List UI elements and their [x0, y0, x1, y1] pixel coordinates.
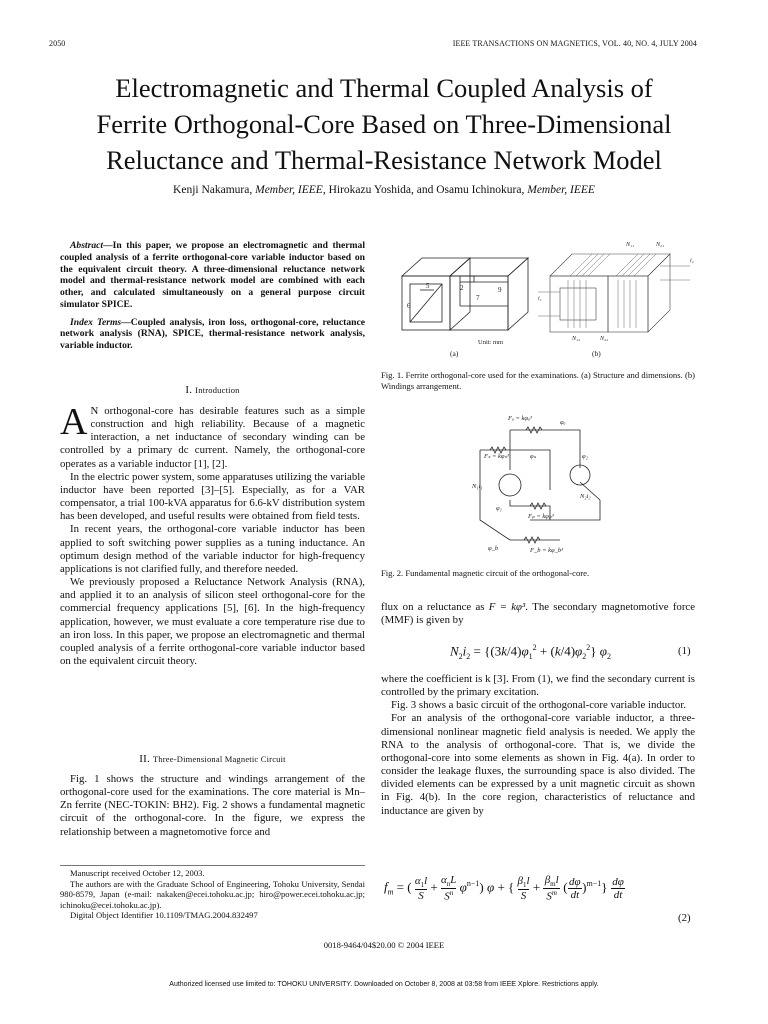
winding-label: N₂₂: [600, 336, 609, 342]
intro-text: A N orthogonal-core has desirable features such as a simple construction and high reliability. Because of a magnetic interaction, a net inductance of secondary winding can be controlled by a primary dc current. Namely, the orthogonal-core operates as a variable inductor [1], [2]. In the electric power system, some apparatuses utilizing the variable inductor have been reported [3]–[5]. Especially, as for a VAR compensator, a trial 100-kVA apparatus for 6.6-kV distribution system has been developed, and useful results were obtained from field tests. In recent years, the orthogonal-core variable inductor has been applied to soft switching power supplies as a tuning inductance. An optimum design method of the variable inductor for high-frequency applications is not clarified fully, and therefore needed. We previously proposed a Reluctance Network Analysis (RNA), and applied it to an analysis of silicon steel orthogonal-core for the commercial frequency applications [5], [6]. In the high-frequency application, however, we must evaluate a core temperature rise due to an iron loss. In this paper, we propose an electromagnetic and thermal coupled analysis of a ferrite orthogonal-core variable inductor based on the equivalent circuit theory.: [60, 401, 366, 667]
author-name: Kenji Nakamura: [173, 184, 250, 196]
mmf-label: N₁i₁: [472, 483, 483, 490]
fig2-caption: Fig. 2. Fundamental magnetic circuit of the orthogonal-core.: [381, 568, 590, 578]
reluctance-label: Fₛ = kφₛ³: [484, 453, 509, 460]
index-terms-text: —Coupled analysis, iron loss, orthogonal-core, reluctance network analysis (RNA), SPICE, thermal-resistance network analysis, variable inductor.: [60, 316, 365, 351]
fig1-label-b: (b): [592, 349, 601, 358]
fig1-unit: Unit: mm: [478, 339, 504, 346]
current-label: i₁: [538, 296, 542, 302]
abstract-text: —In this paper, we propose an electromagnetic and thermal coupled analysis of a ferrite orthogonal-core variable inductor based on the equivalent circuit theory. A three-dimensional reluctance network model and thermal-resistance network model are combined with each other, and calculated simultaneously on a general purpose circuit simulator SPICE.: [60, 240, 365, 310]
current-label: i₂: [690, 258, 694, 264]
reluctance-label: F_b = kφ_b³: [530, 547, 564, 554]
page-number: 2050: [49, 39, 66, 48]
equation-1-number: (1): [678, 645, 691, 657]
mmf-label: N₂i₂: [580, 493, 591, 500]
section-heading-intro: I. Introduction: [185, 384, 240, 396]
winding-label: N₁₂: [572, 336, 581, 342]
title-line: Ferrite Orthogonal-Core Based on Three-Dimensional: [96, 109, 672, 139]
title-line: Reluctance and Thermal-Resistance Network Model: [106, 145, 662, 175]
fig1-caption: Fig. 1. Ferrite orthogonal-core used for the examinations. (a) Structure and dimensions. (b) Windings arrangement.: [381, 370, 695, 391]
flux-label: φ₂: [582, 453, 588, 460]
author-membership: Member, IEEE: [255, 184, 323, 196]
license-notice: Authorized licensed use limited to: TOHOKU UNIVERSITY. Downloaded on October 8, 2008 at 03:58 from IEEE Xplore. Restrictions apply.: [169, 981, 599, 988]
dim-label: 5: [426, 282, 430, 290]
author-line: Kenji Nakamura, Member, IEEE, Hirokazu Yoshida, and Osamu Ichinokura, Member, IEEE: [173, 184, 595, 196]
flux-label: φ₁: [496, 505, 502, 512]
equation-2-number: (2): [678, 912, 691, 924]
paper-title: [30, 70, 738, 178]
right-column-text-2: where the coefficient is k [3]. From (1), we find the secondary current is controlled by the primary excitation. Fig. 3 shows a basic circuit of the orthogonal-core variable inductor. For an analysis of the orthogonal-core variable inductor, a three-dimensional nonlinear magnetic field analysis is needed. We apply the RNA to the analysis of orthogonal-core. That is, we divide the orthogonal-core into some elements as shown in Fig. 4(a). In order to consider the leakage fluxes, the surrounding space is also divided. The divided elements can be expressed by a unit magnetic circuit as shown in Fig. 4(b). In the core region, characteristics of reluctance and inductance are given by: [381, 673, 695, 817]
abstract-block: [60, 240, 365, 352]
inline-equation: F = kφ³: [488, 601, 526, 613]
reluctance-label: Fₐ = kφₐ³: [508, 415, 532, 422]
winding-label: N₂₁: [656, 242, 665, 248]
section-heading-magnetic: II. Three-Dimensional Magnetic Circuit: [139, 753, 286, 765]
winding-label: N₁₁: [626, 242, 635, 248]
dim-label: 9: [498, 286, 502, 294]
reluctance-label: Fₚ = kφₚ³: [528, 513, 554, 520]
section-two-text: Fig. 1 shows the structure and windings arrangement of the orthogonal-core used for the examinations. The core material is Mn–Zn ferrite (NEC-TOKIN: BH2). Fig. 2 shows a fundamental magnetic circuit of the orthogonal-core. In the figure, we express the relationship between a magnetomotive force and: [60, 773, 365, 838]
equation-2: $f_m$ = ( $\alpha_1l$ $S + \alpha_nL$ $S^n$ $\varphi^{n-1}$) φ + { $\beta_1l$ $S + \beta_ml$ $S^m$ $(\frac{d\varphi}{dt})^{m-1}\} \frac{d\varphi}{dt}$: [384, 874, 624, 903]
dim-label: 2: [460, 284, 464, 292]
flux-label: φₛ: [530, 453, 537, 460]
fig1-label-a: (a): [450, 349, 459, 358]
figure-2: [470, 410, 610, 560]
right-column-text: flux on a reluctance as F = kφ³. The secondary magnetomotive force (MMF) is given by: [381, 601, 695, 627]
equation-1: $N_2i_2 = \{(3k/4)\varphi_1^2 + (k/4)\varphi_2^2\}$ $\varphi_2$: [450, 643, 611, 661]
dim-label: 6: [407, 302, 411, 310]
figure-1: [390, 236, 710, 360]
index-terms-label: Index Terms: [70, 316, 122, 328]
title-line: Electromagnetic and Thermal Coupled Analysis of: [115, 73, 653, 103]
abstract-label: Abstract: [70, 240, 104, 251]
flux-label: φₐ: [560, 419, 566, 426]
journal-header: IEEE TRANSACTIONS ON MAGNETICS, VOL. 40, NO. 4, JULY 2004: [452, 39, 697, 48]
footnote: Manuscript received October 12, 2003. The authors are with the Graduate School of Engineering, Tohoku University, Sendai 980-8579, Japan (e-mail: nakaken@ecei.tohoku.ac.jp; hiro@power.ecei.tohoku.ac.jp; ichinoku@ecei.tohoku.ac.jp). Digital Object Identifier 10.1109/TMAG.2004.832497: [60, 868, 365, 921]
dim-label: 7: [476, 294, 480, 302]
copyright-line: 0018-9464/04$20.00 © 2004 IEEE: [323, 940, 445, 950]
drop-cap: A: [60, 401, 88, 443]
author-membership: Member, IEEE: [527, 184, 595, 196]
flux-label: φ_b: [488, 545, 499, 552]
author-name: Hirokazu Yoshida, and Osamu Ichinokura: [328, 184, 522, 196]
